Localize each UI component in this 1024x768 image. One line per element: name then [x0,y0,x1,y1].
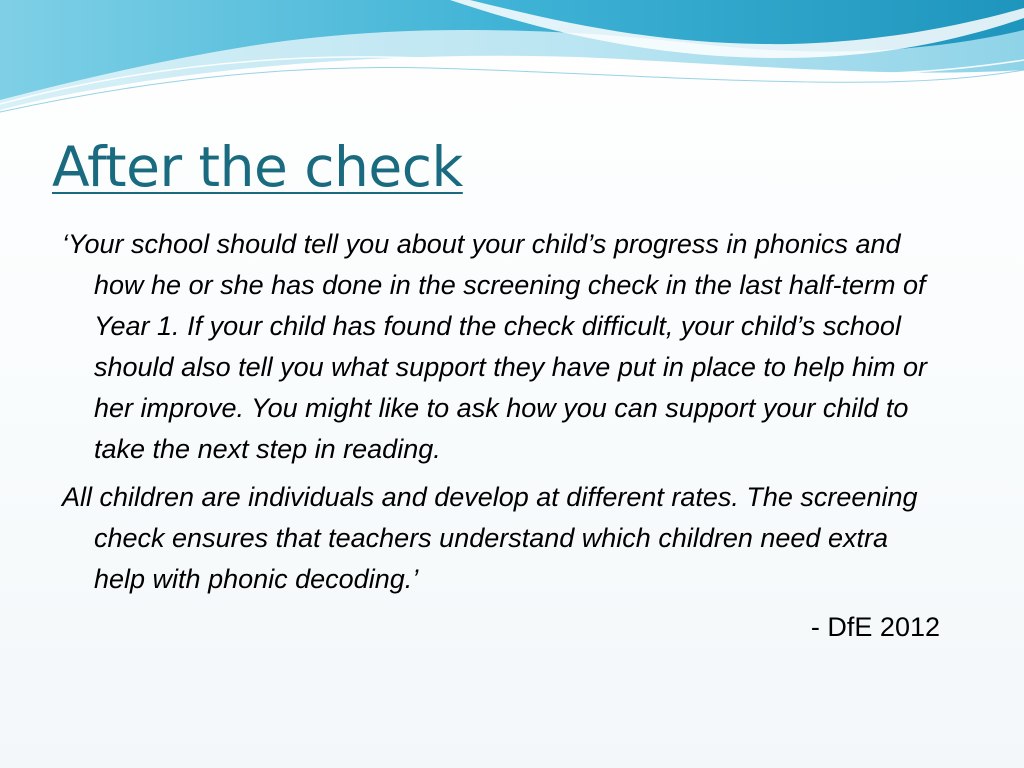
header-wave-decoration [0,0,1024,130]
quote-paragraph-1: ‘Your school should tell you about your child’s progress in phonics and how he or she has done in the screening check in the last half-term of Year 1. If your child has found the check difficult, your child’s school should also tell you what support they have put in place to help him or her improve. You might like to ask how you can support your child to take the next step in reading. [62,229,928,464]
quote-paragraph-2: All children are individuals and develop at different rates. The screening check ensures that teachers understand which children need extra help with phonic decoding.’ [62,482,918,594]
slide-title: After the check [52,135,463,199]
quote-body [62,224,942,648]
quote-attribution: - DfE 2012 [810,612,940,642]
